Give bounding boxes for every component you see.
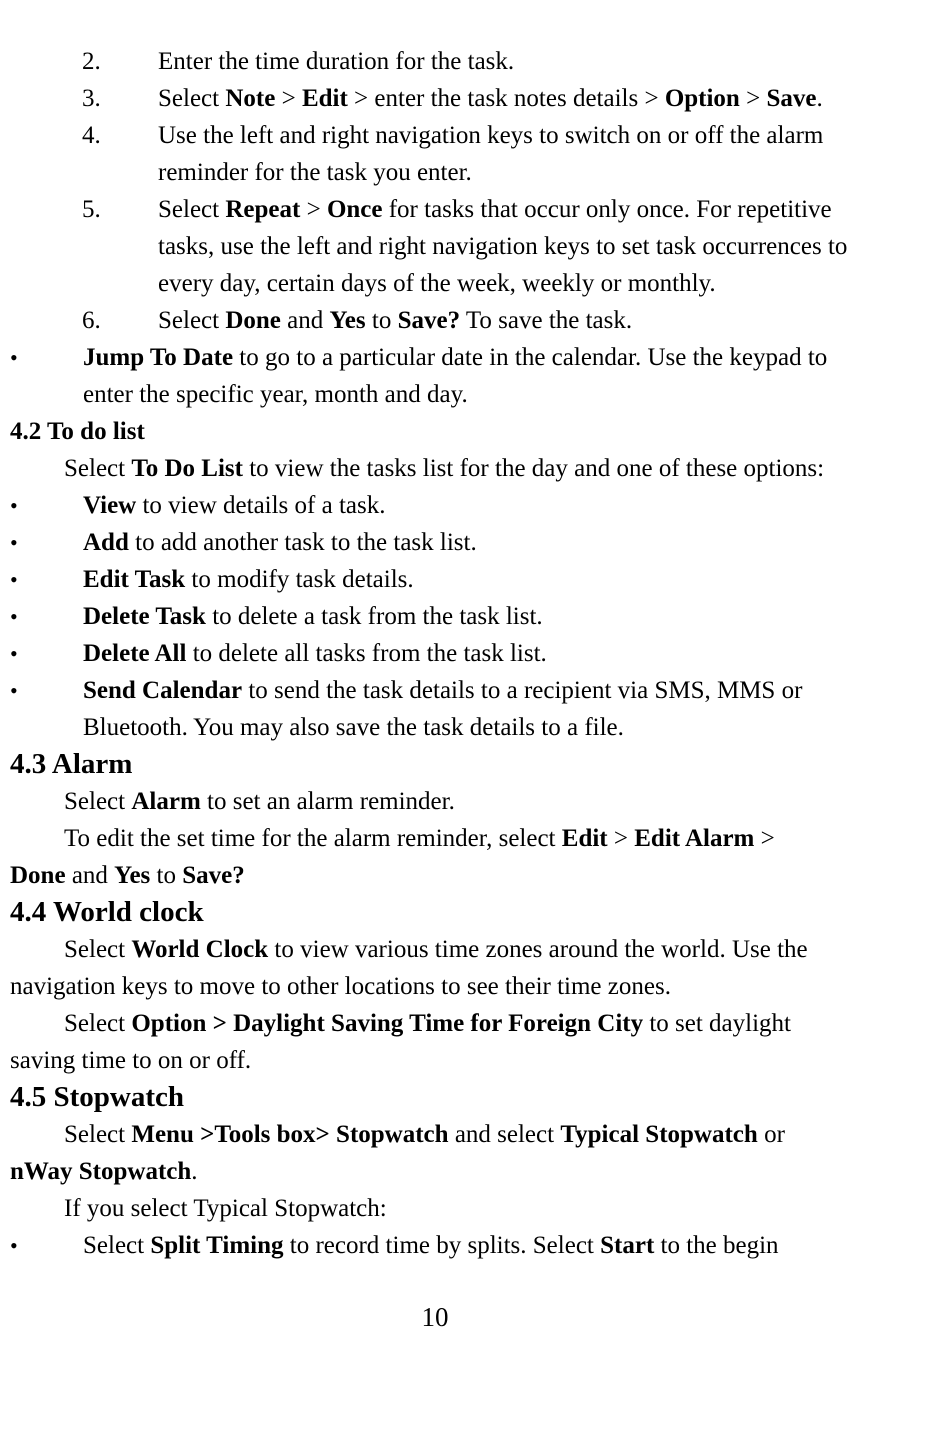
bold-term: Edit Task bbox=[83, 566, 186, 593]
bullet-icon: • bbox=[10, 530, 18, 555]
bold-term: Split Timing bbox=[150, 1232, 284, 1259]
section-heading-stopwatch: 4.5 Stopwatch bbox=[10, 1081, 185, 1113]
bold-term: Option > Daylight Saving Time for Foreign City bbox=[131, 1010, 644, 1037]
list-item bbox=[10, 524, 870, 561]
bold-term: Jump To Date bbox=[83, 344, 234, 371]
bold-term: Delete Task bbox=[83, 603, 206, 630]
bold-term: Edit bbox=[301, 85, 348, 112]
step-text: Select Note > Edit > enter the task notes details > Option > Save. bbox=[158, 85, 823, 112]
bold-term: To Do List bbox=[131, 455, 243, 482]
bullet-text: Jump To Date to go to a particular date in the calendar. Use the keypad to enter the specific year, month and day. bbox=[83, 344, 828, 408]
bullet-text: View to view details of a task. bbox=[83, 492, 386, 519]
step-text: Use the left and right navigation keys to switch on or off the alarm reminder for the task you enter. bbox=[158, 122, 824, 186]
list-item bbox=[10, 635, 870, 672]
bold-term: Save bbox=[766, 85, 817, 112]
bold-term: View bbox=[83, 492, 137, 519]
bold-term: Typical Stopwatch bbox=[560, 1121, 758, 1148]
bullet-icon: • bbox=[10, 641, 18, 666]
bullet-text: Add to add another task to the task list. bbox=[83, 529, 477, 556]
bullet-text: Delete All to delete all tasks from the task list. bbox=[83, 640, 547, 667]
bold-term: Delete All bbox=[83, 640, 187, 667]
bold-term: Yes bbox=[329, 307, 366, 334]
bold-term: Save? bbox=[182, 862, 245, 889]
bold-term: Option bbox=[664, 85, 740, 112]
bullet-text: Edit Task to modify task details. bbox=[83, 566, 414, 593]
list-item bbox=[10, 117, 870, 191]
bold-term: Done bbox=[10, 862, 66, 889]
list-item bbox=[10, 302, 870, 339]
list-item bbox=[10, 1227, 870, 1264]
list-item bbox=[10, 598, 870, 635]
list-item bbox=[10, 561, 870, 598]
bullet-icon: • bbox=[10, 567, 18, 592]
paragraph-line: navigation keys to move to other locations to see their time zones. bbox=[10, 973, 671, 1000]
bold-term: Yes bbox=[114, 862, 151, 889]
bold-term: Menu >Tools box> Stopwatch bbox=[131, 1121, 449, 1148]
bullet-icon: • bbox=[10, 678, 18, 703]
page-number: 10 bbox=[421, 1302, 449, 1332]
paragraph: Select Alarm to set an alarm reminder. bbox=[64, 788, 455, 815]
bold-term: Repeat bbox=[225, 196, 301, 223]
bullet-text: Select Split Timing to record time by splits. Select Start to the begin bbox=[83, 1232, 779, 1259]
section-heading-alarm: 4.3 Alarm bbox=[10, 748, 133, 780]
list-item bbox=[10, 191, 870, 302]
bold-term: Done bbox=[225, 307, 281, 334]
paragraph-line: nWay Stopwatch. bbox=[10, 1158, 198, 1185]
bold-term: Once bbox=[326, 196, 383, 223]
paragraph-line: Done and Yes to Save? bbox=[10, 862, 245, 889]
bold-term: Add bbox=[83, 529, 129, 556]
bullet-icon: • bbox=[10, 345, 18, 370]
section-heading-todo: 4.2 To do list bbox=[10, 418, 145, 445]
step-text: Select Repeat > Once for tasks that occur only once. For repetitive tasks, use the left and right navigation keys to set task occurrences to every day, certain days of the week, weekly or monthly. bbox=[158, 196, 848, 297]
task-steps-list bbox=[10, 43, 870, 339]
section-heading-world-clock: 4.4 World clock bbox=[10, 896, 204, 928]
bold-term: Start bbox=[600, 1232, 655, 1259]
bullet-icon: • bbox=[10, 1233, 18, 1258]
bold-term: Edit Alarm bbox=[634, 825, 755, 852]
step-number: 2. bbox=[82, 48, 101, 75]
list-item bbox=[10, 487, 870, 524]
bold-term: Save? bbox=[397, 307, 461, 334]
bullet-icon: • bbox=[10, 604, 18, 629]
bold-term: Alarm bbox=[131, 788, 201, 815]
paragraph-line: Select Menu >Tools box> Stopwatch and select Typical Stopwatch or bbox=[64, 1121, 785, 1148]
step-number: 6. bbox=[82, 307, 101, 334]
bold-term: World Clock bbox=[131, 936, 269, 963]
bold-term: Edit bbox=[561, 825, 608, 852]
paragraph: If you select Typical Stopwatch: bbox=[64, 1195, 387, 1222]
bullet-text: Send Calendar to send the task details to a recipient via SMS, MMS or Bluetooth. You may also save the task details to a file. bbox=[83, 677, 803, 741]
paragraph: Select To Do List to view the tasks list for the day and one of these options: bbox=[64, 455, 825, 482]
todo-options-list bbox=[10, 487, 870, 746]
list-item bbox=[10, 80, 870, 117]
page-content bbox=[10, 43, 870, 1264]
list-item bbox=[10, 672, 870, 746]
step-text: Enter the time duration for the task. bbox=[158, 48, 515, 75]
step-text: Select Done and Yes to Save? To save the task. bbox=[158, 307, 633, 334]
list-item bbox=[10, 339, 870, 413]
step-number: 5. bbox=[82, 196, 101, 223]
bold-term: Note bbox=[225, 85, 276, 112]
bold-term: nWay Stopwatch bbox=[10, 1158, 192, 1185]
bold-term: Send Calendar bbox=[83, 677, 243, 704]
paragraph-line: To edit the set time for the alarm reminder, select Edit > Edit Alarm > bbox=[64, 825, 775, 852]
step-number: 3. bbox=[82, 85, 101, 112]
paragraph-line: Select Option > Daylight Saving Time for Foreign City to set daylight bbox=[64, 1010, 791, 1037]
bullet-icon: • bbox=[10, 493, 18, 518]
bullet-text: Delete Task to delete a task from the task list. bbox=[83, 603, 543, 630]
paragraph-line: saving time to on or off. bbox=[10, 1047, 252, 1074]
step-number: 4. bbox=[82, 122, 101, 149]
list-item bbox=[10, 43, 870, 80]
paragraph-line: Select World Clock to view various time zones around the world. Use the bbox=[64, 936, 808, 963]
